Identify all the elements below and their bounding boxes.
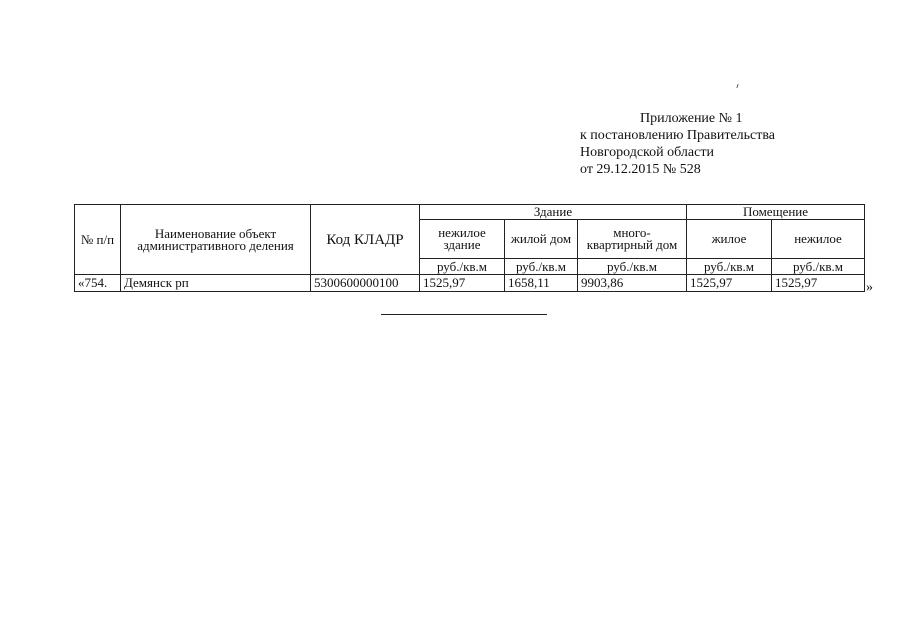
header-apartment-house: много-квартирный дом (578, 220, 687, 259)
appendix-header (580, 110, 775, 178)
closing-quote: » (866, 280, 873, 295)
header-res-house: жилой дом (505, 220, 578, 259)
header-code: Код КЛАДР (311, 205, 420, 275)
row-value-nonresidential: 1525,97 (772, 275, 865, 292)
appendix-date: от 29.12.2015 № 528 (580, 162, 701, 177)
appendix-title: Приложение № 1 (640, 111, 743, 126)
unit-cell: руб./кв.м (687, 259, 772, 275)
row-name: Демянск рп (121, 275, 311, 292)
row-code: 5300600000100 (311, 275, 420, 292)
row-value-apartment-house: 9903,86 (578, 275, 687, 292)
header-premises: Помещение (687, 205, 865, 220)
separator-line (381, 314, 547, 315)
row-number: «754. (75, 275, 121, 292)
unit-cell: руб./кв.м (772, 259, 865, 275)
header-nonres-building: нежилое здание (420, 220, 505, 259)
header-nonresidential: нежилое (772, 220, 865, 259)
appendix-resolution: к постановлению Правительства (580, 128, 776, 143)
header-residential: жилое (687, 220, 772, 259)
header-building: Здание (420, 205, 687, 220)
tariff-table (74, 204, 865, 292)
header-name: Наименование объект административного деления (121, 205, 311, 275)
row-value-residential: 1525,97 (687, 275, 772, 292)
scan-mark (736, 84, 738, 88)
unit-cell: руб./кв.м (420, 259, 505, 275)
unit-cell: руб./кв.м (505, 259, 578, 275)
header-number: № п/п (75, 205, 121, 275)
table-row (75, 275, 865, 292)
appendix-region: Новгородской области (580, 145, 714, 160)
row-value-res-house: 1658,11 (505, 275, 578, 292)
unit-cell: руб./кв.м (578, 259, 687, 275)
row-value-nonres-building: 1525,97 (420, 275, 505, 292)
